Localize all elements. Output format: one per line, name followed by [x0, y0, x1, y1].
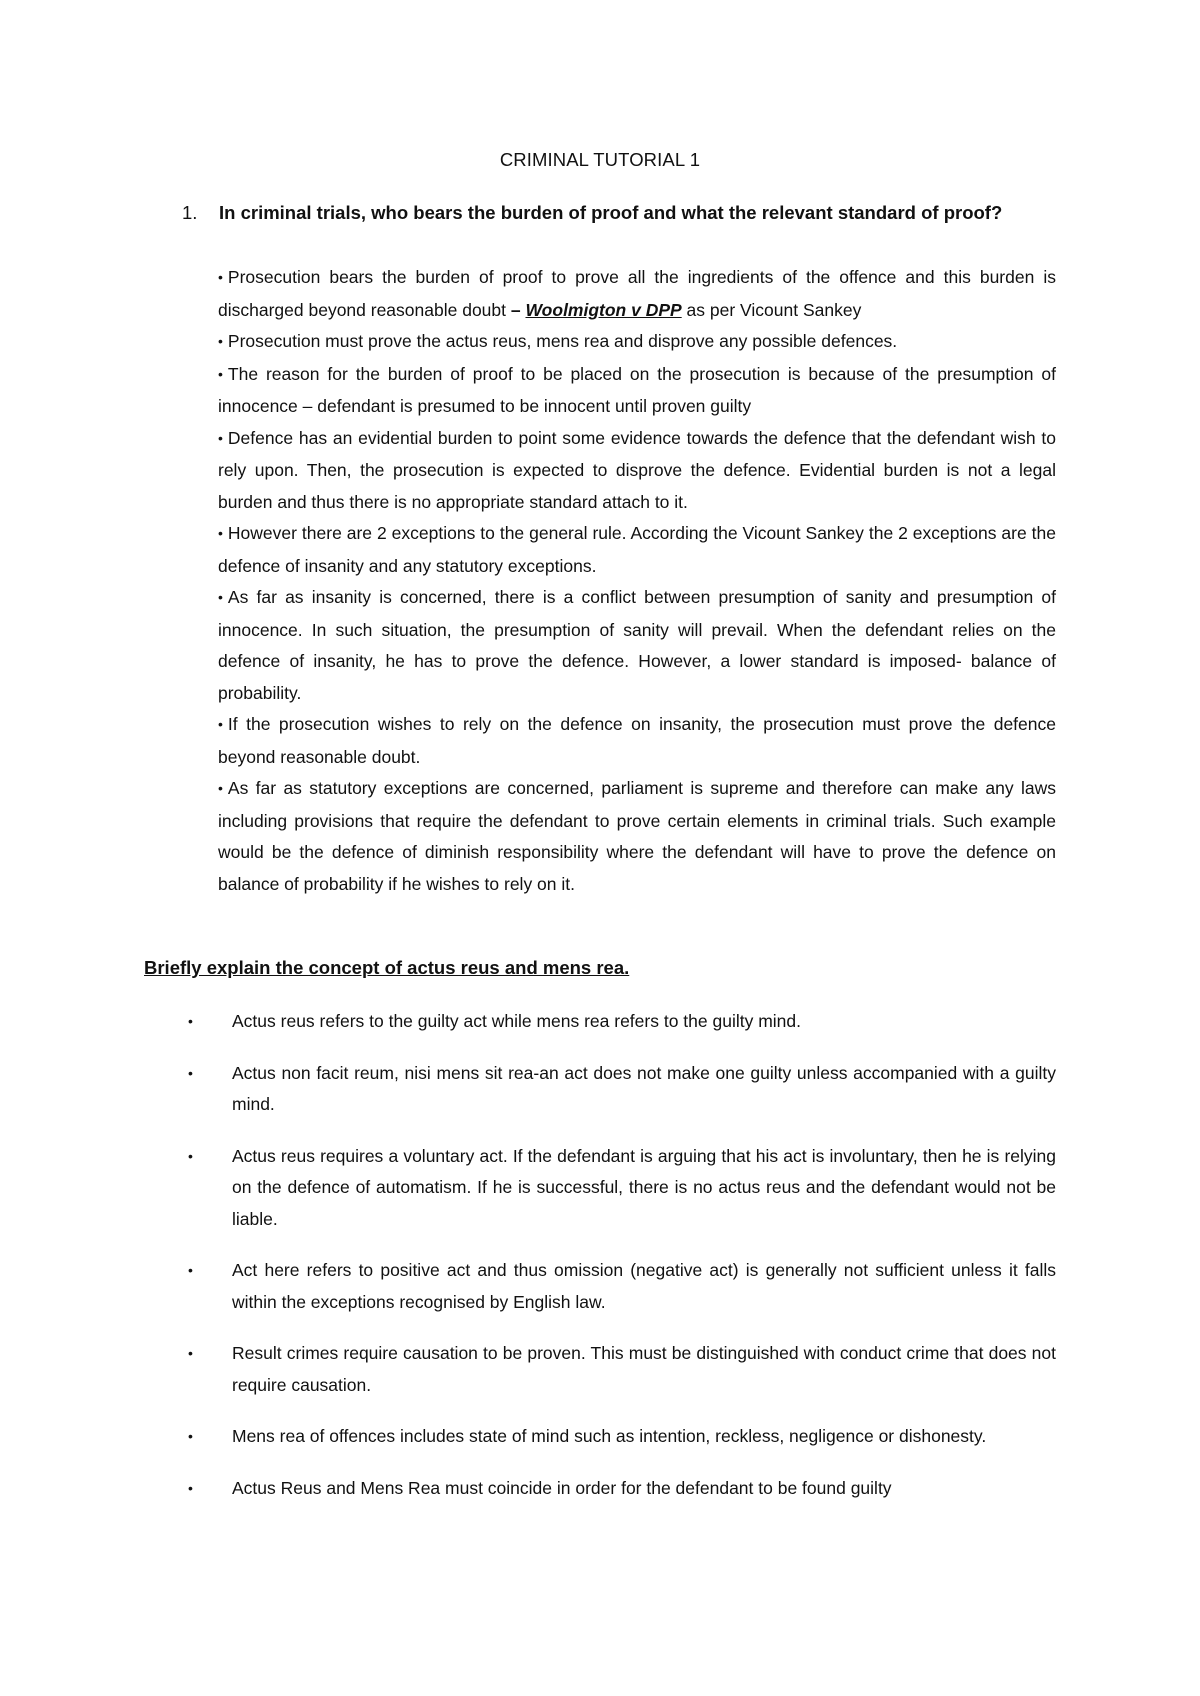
- answer-1-text: As far as insanity is concerned, there is a conflict between presumption of sanity and presumption of innocence. In such situation, the presumption of sanity will prevail. When the defendant relies on the defence of insanity, he has to prove the defence. However, a lower standard is imposed- balance of probability.: [218, 587, 1056, 703]
- list-item: [188, 1006, 1056, 1038]
- answer-1-text-tail: as per Vicount Sankey: [681, 299, 862, 320]
- bullet-icon: •: [188, 1479, 193, 1496]
- list-item: [188, 1338, 1056, 1401]
- dash-separator: –: [510, 299, 521, 320]
- answer-1-paragraph: [218, 773, 1056, 900]
- list-item: [188, 1421, 1056, 1453]
- list-item-text: Actus Reus and Mens Rea must coincide in order for the defendant to be found guilty: [232, 1477, 892, 1498]
- answer-1-paragraph: [218, 518, 1056, 582]
- list-item-text: Actus non facit reum, nisi mens sit rea-an act does not make one guilty unless accompanied with a guilty mind.: [232, 1062, 1056, 1114]
- answer-1-text: However there are 2 exceptions to the general rule. According the Vicount Sankey the 2 exceptions are the defence of insanity and any statutory exceptions.: [218, 523, 1056, 576]
- answer-1-text: Defence has an evidential burden to point some evidence towards the defence that the defendant wish to rely upon. Then, the prosecution is expected to disprove the defence. Evidential burden is not a legal burden and thus there is no appropriate standard attach to it.: [218, 427, 1056, 512]
- bullet-icon: •: [188, 1013, 193, 1029]
- bullet-icon: •: [188, 1428, 193, 1444]
- answer-1-text: Prosecution must prove the actus reus, mens rea and disprove any possible defences.: [227, 331, 898, 351]
- bullet-icon: •: [218, 365, 223, 382]
- answer-1-text: As far as statutory exceptions are concerned, parliament is supreme and therefore can make any laws including provisions that require the defendant to prove certain elements in criminal trials. Such example would be the defence of diminish responsibility where the defendant will have to prove the defence on balance of probability if he wishes to rely on it.: [218, 778, 1056, 894]
- list-item-text: Result crimes require causation to be proven. This must be distinguished with conduct crime that does not require causation.: [232, 1343, 1056, 1395]
- list-item: [188, 1058, 1056, 1121]
- list-item-text: Actus reus requires a voluntary act. If the defendant is arguing that his act is involuntary, then he is relying on the defence of automatism. If he is successful, there is no actus reus and the defendant would not be liable.: [232, 1145, 1056, 1229]
- answer-1-paragraph: [218, 709, 1056, 773]
- bullet-icon: •: [188, 1345, 193, 1361]
- bullet-icon: •: [218, 780, 223, 796]
- list-item-text: Actus reus refers to the guilty act while mens rea refers to the guilty mind.: [232, 1011, 801, 1031]
- bullet-icon: •: [188, 1262, 193, 1278]
- bullet-icon: •: [188, 1147, 193, 1164]
- bullet-icon: •: [218, 429, 223, 446]
- case-citation: Woolmigton v DPP: [525, 299, 682, 320]
- list-item-text: Act here refers to positive act and thus omission (negative act) is generally not sufficient unless it falls within the exceptions recognised by English law.: [232, 1260, 1056, 1312]
- question-2-heading: Briefly explain the concept of actus reus and mens rea.: [144, 957, 630, 978]
- answer-1-text: The reason for the burden of proof to be placed on the prosecution is because of the presumption of innocence – defendant is presumed to be innocent until proven guilty: [218, 363, 1056, 416]
- list-item: [188, 1141, 1056, 1236]
- document-title: CRIMINAL TUTORIAL 1: [499, 149, 701, 170]
- bullet-icon: •: [218, 269, 223, 285]
- answer-1-paragraph: [218, 359, 1056, 423]
- answer-2-list: [188, 1006, 1056, 1524]
- bullet-icon: •: [218, 333, 223, 349]
- answer-1-text: If the prosecution wishes to rely on the defence on insanity, the prosecution must prove the defence beyond reasonable doubt.: [218, 714, 1056, 767]
- answer-1-paragraph: [218, 262, 1056, 326]
- question-1: [182, 201, 1082, 225]
- bullet-icon: •: [188, 1064, 193, 1081]
- question-1-number: 1.: [182, 202, 198, 223]
- list-item-text: Mens rea of offences includes state of mind such as intention, reckless, negligence or dishonesty.: [232, 1426, 987, 1446]
- bullet-icon: •: [218, 525, 223, 541]
- list-item: [188, 1473, 1056, 1505]
- question-1-text: In criminal trials, who bears the burden of proof and what the relevant standard of proof?: [219, 202, 1003, 223]
- list-item: [188, 1255, 1056, 1318]
- answer-1-paragraph: [218, 582, 1056, 709]
- bullet-icon: •: [218, 716, 223, 732]
- bullet-icon: •: [218, 589, 223, 605]
- answer-1-text: Prosecution bears the burden of proof to prove all the ingredients of the offence and this burden is discharged beyond reasonable doubt: [218, 267, 1056, 320]
- answer-1-paragraph: [218, 423, 1056, 519]
- answer-1-paragraph: [218, 326, 1056, 359]
- answer-1: [218, 262, 1056, 900]
